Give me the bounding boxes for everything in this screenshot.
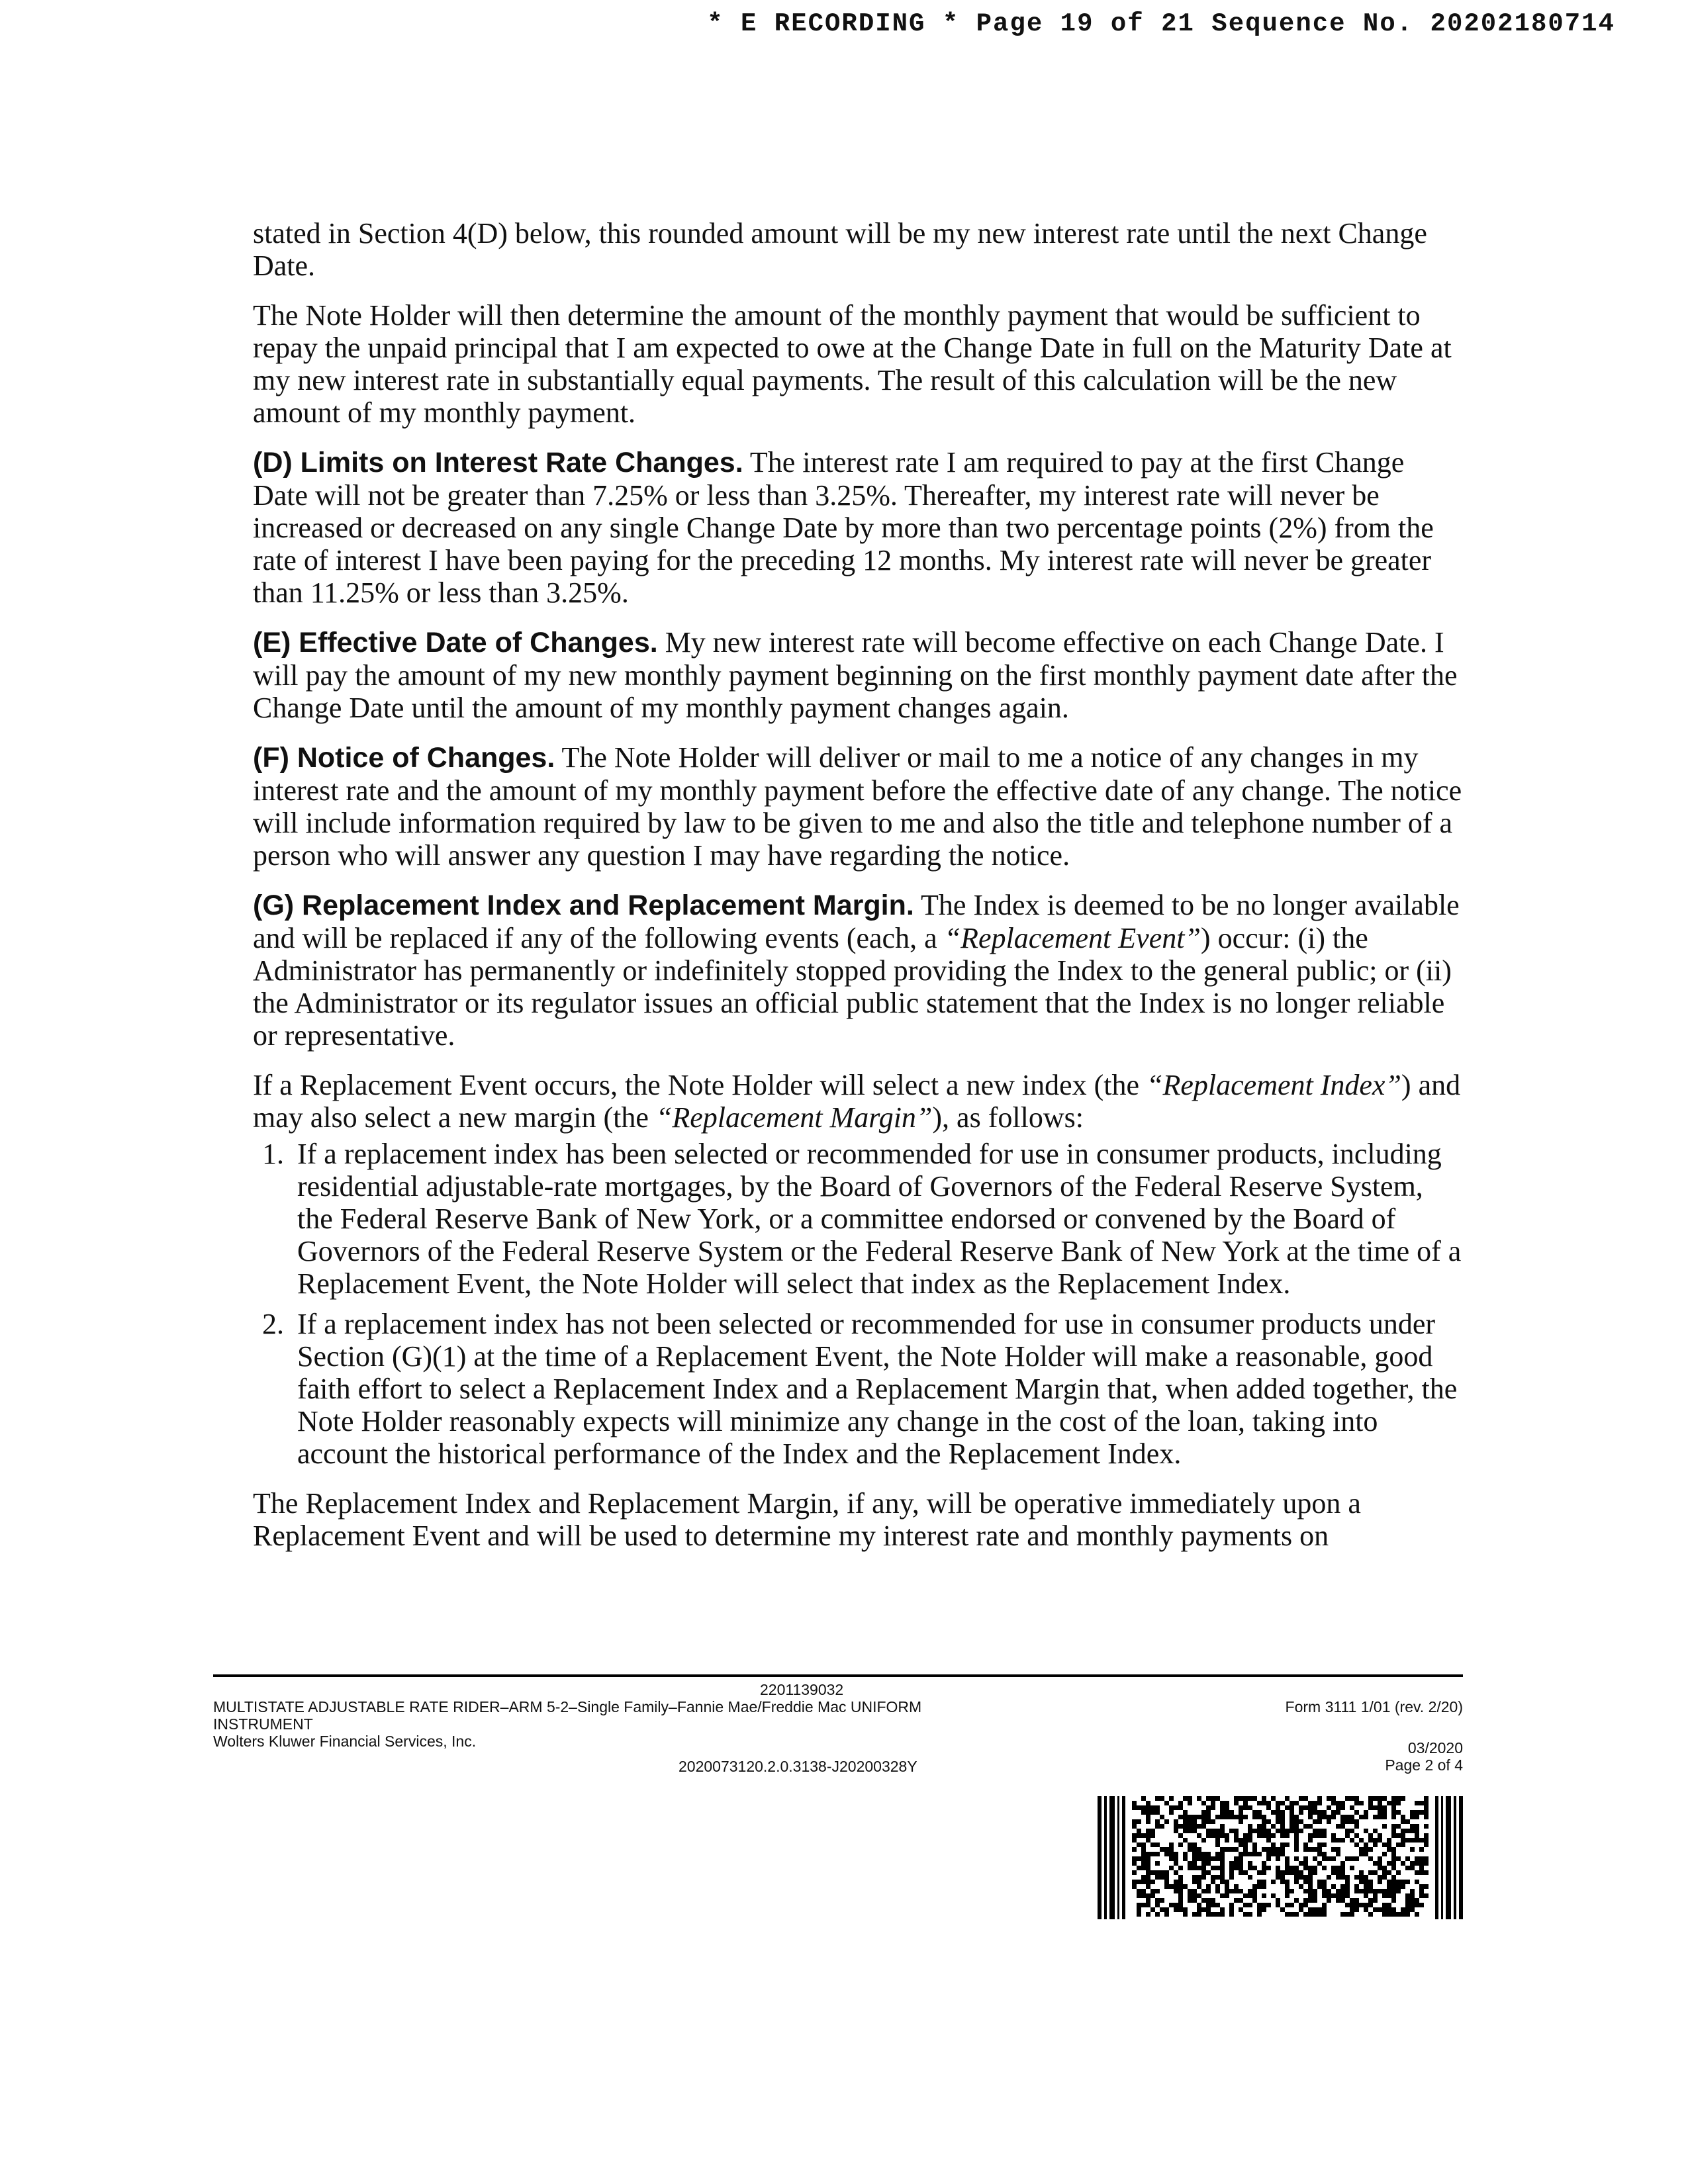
section-e-text: My new interest rate will become effective on each Change Date. I will pay the amount of my new monthly payment beginning on the first monthly payment date after the Change Date until the amount of my monthly payment changes again. bbox=[253, 626, 1458, 724]
barcode-icon bbox=[1098, 1796, 1463, 1919]
section-d-heading: (D) Limits on Interest Rate Changes. bbox=[253, 447, 743, 478]
section-d bbox=[253, 446, 1464, 609]
list-item-text: If a replacement index has been selected or recommended for use in consumer products, including residential adjustable-rate mortgages, by the Board of Governors of the Federal Reserve System, the Federal Reserve Bank of New York, or a committee endorsed or convened by the Board of Governors of the Federal Reserve System or the Federal Reserve Bank of New York at the time of a Replacement Event, the Note Holder will select that index as the Replacement Index. bbox=[297, 1138, 1462, 1300]
list-item-text: If a replacement index has not been selected or recommended for use in consumer products under Section (G)(1) at the time of a Replacement Event, the Note Holder will make a reasonable, good faith effort to select a Replacement Index and a Replacement Margin that, when added together, the Note Holder reasonably expects will minimize any change in the cost of the loan, taking into account the historical performance of the Index and the Replacement Index. bbox=[297, 1308, 1458, 1470]
footer-form-title: MULTISTATE ADJUSTABLE RATE RIDER–ARM 5-2–Single Family–Fannie Mae/Freddie Mac UNIFORM bbox=[213, 1698, 922, 1715]
replacement-text-3: ), as follows: bbox=[932, 1101, 1084, 1134]
section-f bbox=[253, 741, 1464, 872]
footer-form-number: Form 3111 1/01 (rev. 2/20) bbox=[1285, 1698, 1463, 1715]
recording-header: * E RECORDING * Page 19 of 21 Sequence No. 20202180714 bbox=[707, 9, 1615, 38]
paragraph-operative: The Replacement Index and Replacement Margin, if any, will be operative immediately upon a Replacement Event and will be used to determine my interest rate and monthly payments on bbox=[253, 1487, 1361, 1552]
list-item-number: 1. bbox=[262, 1138, 284, 1170]
defined-term-replacement-margin: “Replacement Margin” bbox=[655, 1101, 933, 1134]
footer-divider bbox=[213, 1674, 1463, 1677]
section-g-text-1: The Index is deemed to be no longer available and will be replaced if any of the following events (each, a bbox=[253, 889, 1460, 954]
footer-form-date: 03/2020 bbox=[1407, 1739, 1463, 1756]
section-g-heading: (G) Replacement Index and Replacement Margin. bbox=[253, 889, 914, 921]
footer-form-title-continued: INSTRUMENT bbox=[213, 1715, 313, 1733]
replacement-criteria-list bbox=[253, 1138, 1464, 1470]
paragraph-monthly-payment: The Note Holder will then determine the amount of the monthly payment that would be sufficient to repay the unpaid principal that I am expected to owe at the Change Date in full on the Maturity Date at my new interest rate in substantially equal payments. The result of this calculation will be the new amount of my monthly payment. bbox=[253, 299, 1452, 429]
section-f-text: The Note Holder will deliver or mail to me a notice of any changes in my interest rate and the amount of my monthly payment before the effective date of any change. The notice will include information required by law to be given to me and also the title and telephone number of a person who will answer any question I may have regarding the notice. bbox=[253, 741, 1462, 872]
footer-page-label: Page 2 of 4 bbox=[1385, 1756, 1463, 1774]
list-item bbox=[253, 1138, 1464, 1300]
defined-term-replacement-event: “Replacement Event” bbox=[944, 922, 1201, 954]
section-e-heading: (E) Effective Date of Changes. bbox=[253, 627, 658, 659]
replacement-text-1: If a Replacement Event occurs, the Note Holder will select a new index (the bbox=[253, 1069, 1147, 1101]
paragraph-replacement-selection bbox=[253, 1069, 1464, 1134]
section-g-text-2: ) occur: (i) the Administrator has permanently or indefinitely stopped providing the Index to the general public; or (ii) the Administrator or its regulator issues an official public statement that the Index is no longer reliable or representative. bbox=[253, 922, 1452, 1052]
section-g bbox=[253, 889, 1464, 1052]
rider-body bbox=[253, 217, 1464, 1569]
list-item bbox=[253, 1308, 1464, 1470]
footer-loan-number: 2201139032 bbox=[760, 1681, 844, 1698]
defined-term-replacement-index: “Replacement Index” bbox=[1147, 1069, 1401, 1101]
section-d-text: The interest rate I am required to pay at the first Change Date will not be greater than 7.25% or less than 3.25%. Thereafter, my interest rate will never be increased or decreased on any single Change Date by more than two percentage points (2%) from the rate of interest I have been paying for the preceding 12 months. My interest rate will never be greater than 11.25% or less than 3.25%. bbox=[253, 446, 1434, 609]
list-item-number: 2. bbox=[262, 1308, 284, 1340]
section-f-heading: (F) Notice of Changes. bbox=[253, 742, 555, 774]
paragraph-rounded-amount: stated in Section 4(D) below, this rounded amount will be my new interest rate until the next Change Date. bbox=[253, 217, 1427, 282]
replacement-text-2: ) and may also select a new margin (the bbox=[253, 1069, 1461, 1134]
footer-document-id: 2020073120.2.0.3138-J20200328Y bbox=[679, 1758, 917, 1775]
footer-publisher: Wolters Kluwer Financial Services, Inc. bbox=[213, 1733, 477, 1750]
section-e bbox=[253, 626, 1464, 724]
